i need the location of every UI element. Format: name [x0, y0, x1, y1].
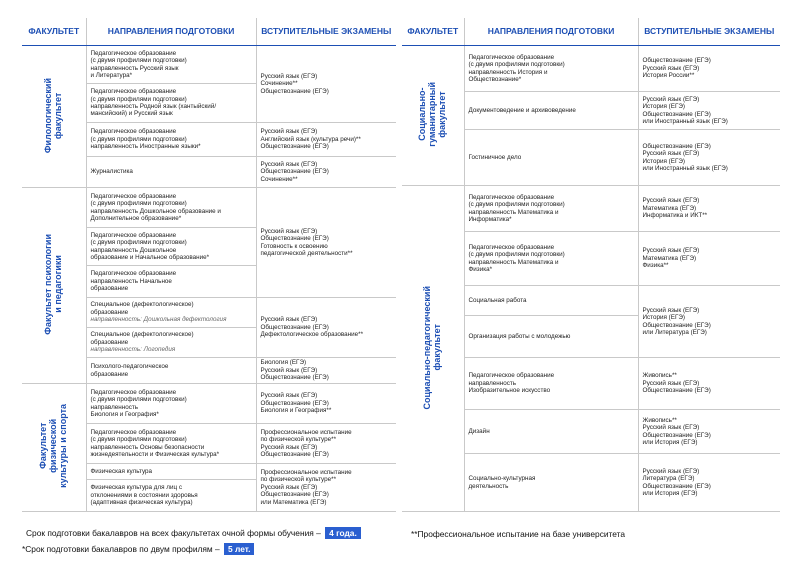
direction-cell: Социальная работа	[464, 286, 638, 316]
exam-cell: Русский язык (ЕГЭ) Обществознание (ЕГЭ) Биология и География**	[256, 384, 396, 424]
direction-cell: Педагогическое образование (с двумя профилями подготовки) направленность Биология и География*	[86, 384, 256, 424]
direction-cell: Педагогическое образование (с двумя профилями подготовки) направленность Родной язык (хантыйский/ мансийский) и Русский язык	[86, 84, 256, 123]
faculty-social: Социально-педагогический факультет	[402, 186, 464, 512]
direction-cell: Журналистика	[86, 157, 256, 188]
direction-cell: Физическая культура для лиц с отклонениями в состоянии здоровья (адаптивная физическая культура)	[86, 480, 256, 512]
direction-cell: Психолого-педагогическое образование	[86, 358, 256, 384]
exam-cell: Профессиональное испытание по физической культуре** Русский язык (ЕГЭ) Обществознание (ЕГЭ)	[256, 424, 396, 464]
direction-cell: Специальное (дефектологическое) образование направленность: Дошкольная дефектология	[86, 298, 256, 328]
direction-cell: Педагогическое образование (с двумя профилями подготовки) направленность Иностранные языки*	[86, 123, 256, 157]
header-faculty: ФАКУЛЬТЕТ	[402, 18, 464, 46]
footnote-duration-text: Срок подготовки бакалавров на всех факультетах очной формы обучения –	[26, 528, 321, 538]
footnote-professional-test: **Профессиональное испытание на базе университета	[411, 529, 626, 539]
direction-cell: Педагогическое образование (с двумя профилями подготовки) направленность Дошкольное образование и Начальное образование*	[86, 228, 256, 266]
direction-cell: Физическая культура	[86, 464, 256, 480]
left-header-row	[22, 18, 396, 46]
header-exams: ВСТУПИТЕЛЬНЫЕ ЭКЗАМЕНЫ	[256, 18, 396, 46]
footnote-duration	[26, 528, 361, 538]
direction-cell: Педагогическое образование (с двумя профилями подготовки) направленность История и Обществознание*	[464, 46, 638, 92]
faculty-philology: Филологический факультет	[22, 46, 86, 188]
exam-cell: Русский язык (ЕГЭ) История (ЕГЭ) Обществознание (ЕГЭ) или Литература (ЕГЭ)	[638, 286, 780, 358]
exam-cell: Русский язык (ЕГЭ) Математика (ЕГЭ) Физика**	[638, 232, 780, 286]
right-header-row	[402, 18, 780, 46]
faculty-psychology: Факультет психологии и педагогики	[22, 188, 86, 384]
direction-cell: Педагогическое образование направленность Изобразительное искусство	[464, 358, 638, 410]
header-exams: ВСТУПИТЕЛЬНЫЕ ЭКЗАМЕНЫ	[638, 18, 780, 46]
left-table	[22, 18, 396, 512]
direction-cell: Дизайн	[464, 410, 638, 454]
faculty-humanitarian: Социально- гуманитарный факультет	[402, 46, 464, 186]
exam-cell: Русский язык (ЕГЭ) Обществознание (ЕГЭ) Сочинение**	[256, 157, 396, 188]
direction-cell: Социально-культурная деятельность	[464, 454, 638, 512]
exam-cell: Профессиональное испытание по физической культуре** Русский язык (ЕГЭ) Обществознание (ЕГЭ) или Математика (ЕГЭ)	[256, 464, 396, 512]
direction-cell: Педагогическое образование (с двумя профилями подготовки) направленность Русский язык и Литература*	[86, 46, 256, 84]
exam-cell: Русский язык (ЕГЭ) История (ЕГЭ) Обществознание (ЕГЭ) или Иностранный язык (ЕГЭ)	[638, 92, 780, 130]
direction-sub: направленность: Логопедия	[90, 346, 176, 354]
exam-cell: Обществознание (ЕГЭ) Русский язык (ЕГЭ) История (ЕГЭ) или Иностранный язык (ЕГЭ)	[638, 130, 780, 186]
direction-sub: направленность: Дошкольная дефектология	[90, 316, 227, 324]
direction-cell: Специальное (дефектологическое) образование направленность: Логопедия	[86, 328, 256, 358]
direction-cell: Педагогическое образование направленность Начальное образование	[86, 266, 256, 298]
direction-cell: Гостиничное дело	[464, 130, 638, 186]
direction-cell: Педагогическое образование (с двумя профилями подготовки) направленность Основы безопасности жизнедеятельности и Физическая культура*	[86, 424, 256, 464]
header-faculty: ФАКУЛЬТЕТ	[22, 18, 86, 46]
footnote-two-profiles-text: *Срок подготовки бакалавров по двум профилям –	[22, 544, 220, 554]
admissions-tables	[22, 18, 780, 511]
direction-cell: Педагогическое образование (с двумя профилями подготовки) направленность Математика и Информатика*	[464, 186, 638, 232]
exam-cell: Биология (ЕГЭ) Русский язык (ЕГЭ) Обществознание (ЕГЭ)	[256, 358, 396, 384]
exam-cell: Живопись** Русский язык (ЕГЭ) Обществознание (ЕГЭ)	[638, 358, 780, 410]
direction-cell: Педагогическое образование (с двумя профилями подготовки) направленность Математика и Физика*	[464, 232, 638, 286]
header-direction: НАПРАВЛЕНИЯ ПОДГОТОВКИ	[86, 18, 256, 46]
header-direction: НАПРАВЛЕНИЯ ПОДГОТОВКИ	[464, 18, 638, 46]
exam-cell: Обществознание (ЕГЭ) Русский язык (ЕГЭ) История России**	[638, 46, 780, 92]
direction-cell: Документоведение и архивоведение	[464, 92, 638, 130]
exam-cell: Русский язык (ЕГЭ) Обществознание (ЕГЭ) Дефектологическое образование**	[256, 298, 396, 358]
duration-badge: 4 года.	[325, 527, 361, 539]
exam-cell: Русский язык (ЕГЭ) Сочинение** Обществознание (ЕГЭ)	[256, 46, 396, 123]
exam-cell: Русский язык (ЕГЭ) Обществознание (ЕГЭ) Готовность к освоению педагогической деятельности**	[256, 188, 396, 298]
footnote-two-profiles	[22, 544, 254, 554]
two-profiles-badge: 5 лет.	[224, 543, 254, 555]
exam-cell: Русский язык (ЕГЭ) Английский язык (культура речи)** Обществознание (ЕГЭ)	[256, 123, 396, 157]
exam-cell: Русский язык (ЕГЭ) Литература (ЕГЭ) Обществознание (ЕГЭ) или История (ЕГЭ)	[638, 454, 780, 512]
faculty-sport: Факультет физической культуры и спорта	[22, 384, 86, 512]
direction-cell: Организация работы с молодежью	[464, 316, 638, 358]
direction-cell: Педагогическое образование (с двумя профилями подготовки) направленность Дошкольное образование и Дополнительное образование*	[86, 188, 256, 228]
exam-cell: Живопись** Русский язык (ЕГЭ) Обществознание (ЕГЭ) или История (ЕГЭ)	[638, 410, 780, 454]
right-table	[402, 18, 780, 512]
exam-cell: Русский язык (ЕГЭ) Математика (ЕГЭ) Информатика и ИКТ**	[638, 186, 780, 232]
